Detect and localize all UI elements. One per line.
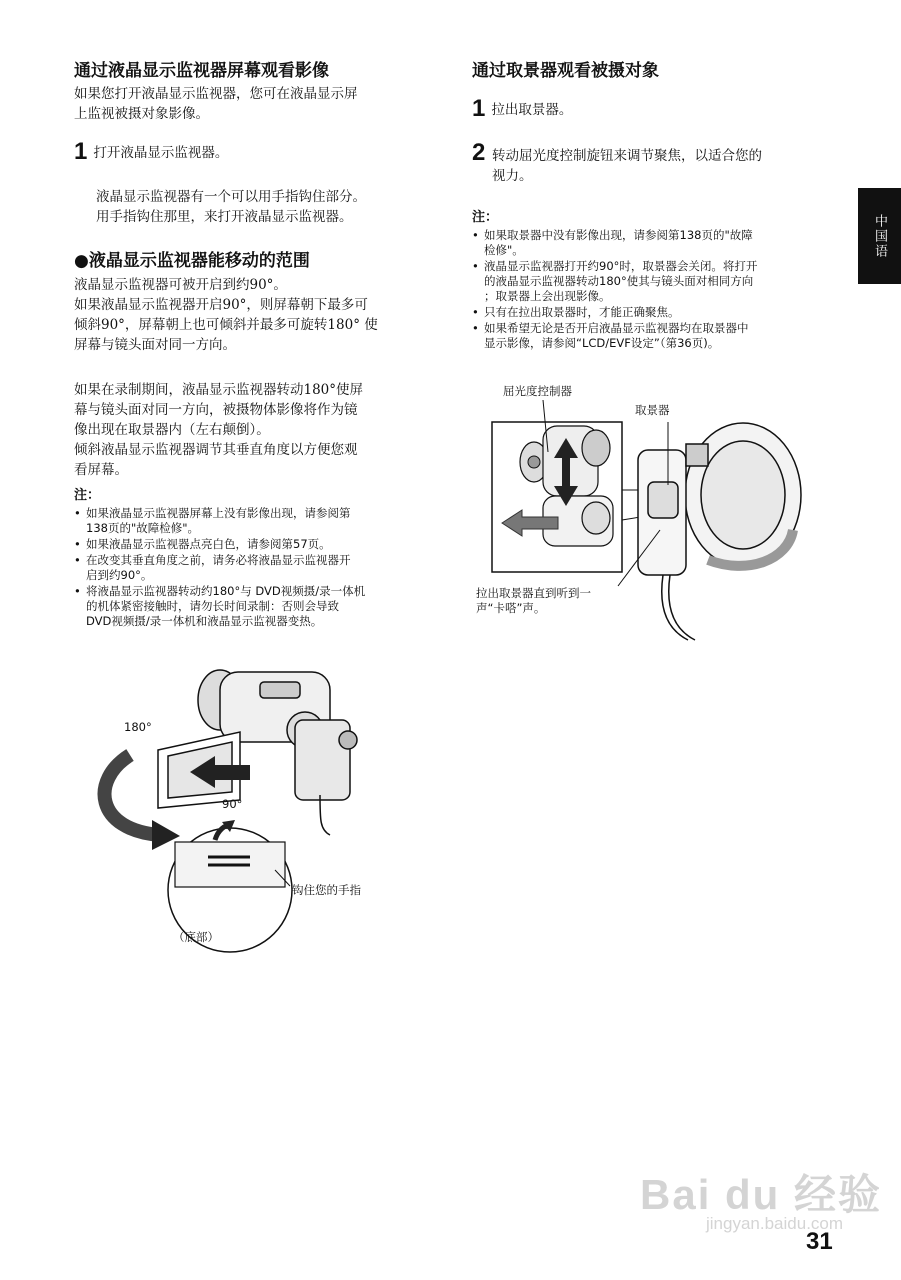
record-line: 像出现在取景器内（左右颠倒）。 xyxy=(74,422,270,438)
right-note-title: 注： xyxy=(472,210,499,225)
label-hook-finger: 钩住您的手指 xyxy=(292,883,361,897)
left-intro xyxy=(74,84,444,124)
camcorder-rear-illustration xyxy=(638,423,801,640)
step-number: 1 xyxy=(74,138,88,165)
record-paragraph xyxy=(74,380,449,480)
label-diopter-control: 屈光度控制器 xyxy=(503,384,572,398)
note-item: • 如果取景器中没有影像出现，请参阅第138页的"故障 检修"。 xyxy=(472,228,844,258)
record-line: 幕与镜头面对同一方向，被摄物体影像将作为镜 xyxy=(74,402,358,418)
range-subheading: ●液晶显示监视器能移动的范围 xyxy=(74,251,310,271)
range-line: 如果液晶显示监视器开启90°，则屏幕朝下最多可 xyxy=(74,297,368,313)
record-line: 倾斜液晶显示监视器调节其垂直角度以方便您观 xyxy=(74,442,358,458)
range-line: 液晶显示监视器可被开启到约90°。 xyxy=(74,277,287,293)
left-section-heading: 通过液晶显示监视器屏幕观看影像 xyxy=(74,61,329,81)
page-number: 31 xyxy=(806,1228,833,1255)
right-notes-list xyxy=(472,228,844,352)
step-number: 2 xyxy=(472,139,486,166)
watermark-url: jingyan.baidu.com xyxy=(706,1214,844,1233)
label-bottom: （底部） xyxy=(173,930,219,944)
left-intro-line: 上监视被摄对象影像。 xyxy=(74,106,209,122)
note-item: • 在改变其垂直角度之前，请务必将液晶显示监视器开 启到约90°。 xyxy=(74,553,446,583)
note-item: • 将液晶显示监视器转动约180°与 DVD视频摄/录一体机 的机体紧密接触时，请勿长时间录制：否则会导致 DVD视频摄/录一体机和液晶显示监视器变热。 xyxy=(74,584,446,629)
detail-line: 用手指钩住那里，来打开液晶显示监视器。 xyxy=(96,209,353,225)
language-tab-label: 中国语 xyxy=(872,213,887,259)
range-line: 屏幕与镜头面对同一方向。 xyxy=(74,337,236,353)
left-intro-line: 如果您打开液晶显示监视器，您可在液晶显示屏 xyxy=(74,86,358,102)
note-item: • 如果液晶显示监视器点亮白色，请参阅第57页。 xyxy=(74,537,446,552)
step-text: 拉出取景器。 xyxy=(491,102,573,118)
range-line: 倾斜90°，屏幕朝上也可倾斜并最多可旋转180° 使 xyxy=(74,317,378,333)
record-line: 如果在录制期间，液晶显示监视器转动180°使屏 xyxy=(74,382,364,398)
detail-line: 液晶显示监视器有一个可以用手指钩住部分。 xyxy=(96,189,366,205)
rotation-arrow-180 xyxy=(105,755,160,835)
note-item: • 如果液晶显示监视器屏幕上没有影像出现，请参阅第 138页的"故障检修"。 xyxy=(74,506,446,536)
range-paragraph xyxy=(74,275,449,355)
left-notes-list xyxy=(74,506,446,630)
left-step-1-detail xyxy=(96,187,446,227)
label-180-degrees: 180° xyxy=(124,720,152,734)
step-number: 1 xyxy=(472,95,486,122)
watermark-brand: Bai du 经验 xyxy=(640,1171,883,1218)
step-text: 打开液晶显示监视器。 xyxy=(93,145,229,161)
label-90-degrees: 90° xyxy=(222,797,243,811)
label-viewfinder: 取景器 xyxy=(635,403,670,417)
note-item: • 液晶显示监视器打开约90°时，取景器会关闭。将打开 的液晶显示监视器转动180°使其与镜头面对相同方向 ；取景器上会出现影像。 xyxy=(472,259,844,304)
left-step-1 xyxy=(74,139,228,165)
label-pull-viewfinder: 拉出取景器直到听到一 声“卡嗒”声。 xyxy=(476,586,591,615)
lcd-rotation-figure xyxy=(90,660,420,960)
right-step-1 xyxy=(472,96,572,122)
note-item: • 只有在拉出取景器时，才能正确聚焦。 xyxy=(472,305,844,320)
record-line: 看屏幕。 xyxy=(74,462,128,478)
language-tab xyxy=(858,188,901,284)
note-item: • 如果希望无论是否开启液晶显示监视器均在取景器中 显示影像，请参阅“LCD/EVF设定”（第36页)。 xyxy=(472,321,844,351)
right-section-heading: 通过取景器观看被摄对象 xyxy=(472,61,659,81)
step-text: 转动屈光度控制旋钮来调节聚焦，以适合您的 视力。 xyxy=(492,148,762,184)
left-note-title: 注： xyxy=(74,488,101,503)
